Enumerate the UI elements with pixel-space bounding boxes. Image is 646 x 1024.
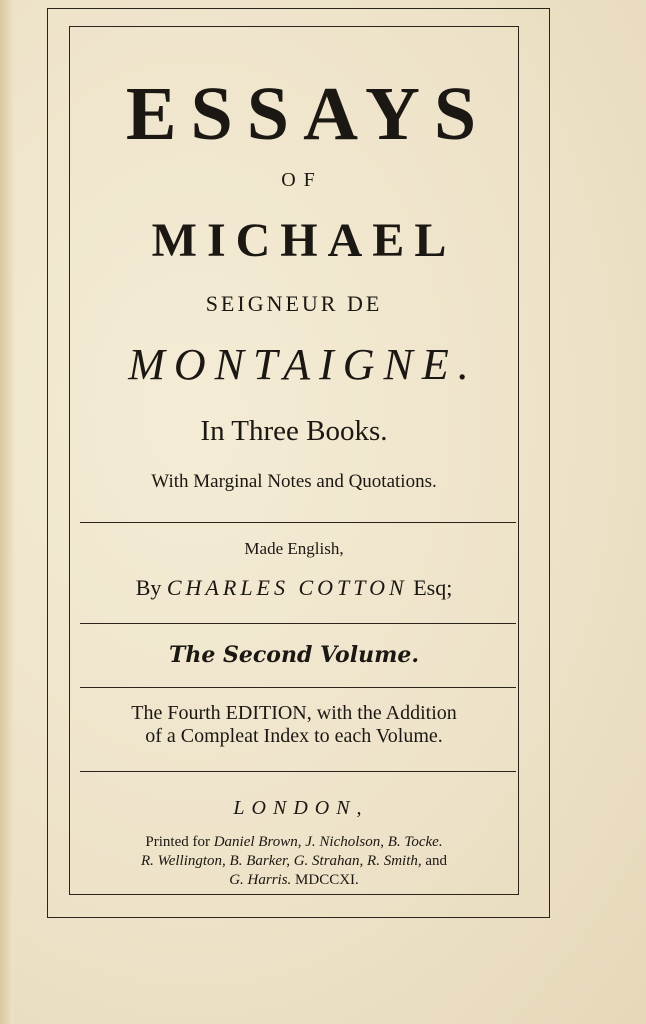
- title-page: [69, 26, 519, 895]
- imprint-date: MDCCXI.: [295, 872, 359, 888]
- volume-line: The Second Volume.: [168, 642, 420, 668]
- author-first-name: MICHAEL: [151, 214, 457, 267]
- imprint-line-2: [70, 852, 518, 871]
- imprint-line-1: [70, 833, 518, 852]
- page-edge: [0, 0, 14, 1024]
- notes-line: With Marginal Notes and Quotations.: [151, 471, 437, 492]
- place-of-publication: LONDON,: [233, 797, 369, 819]
- divider-rule: [80, 623, 516, 624]
- imprint-line-3: [70, 871, 518, 890]
- divider-rule: [80, 771, 516, 772]
- edition-line-2: of a Compleat Index to each Volume.: [145, 725, 443, 747]
- imprint-and: and: [425, 853, 448, 869]
- imprint: [70, 833, 518, 890]
- divider-rule: [80, 522, 516, 523]
- made-english-line: Made English,: [244, 539, 344, 558]
- imprint-names-1: Daniel Brown, J. Nicholson, B. Tocke.: [213, 834, 443, 850]
- translator-line: [70, 575, 518, 601]
- imprint-names-2: R. Wellington, B. Barker, G. Strahan, R. Smith,: [140, 853, 422, 869]
- divider-rule: [80, 687, 516, 688]
- books-line: In Three Books.: [200, 415, 388, 447]
- edition-line-1: The Fourth EDITION, with the Addition: [131, 702, 457, 724]
- author-rank: SEIGNEUR DE: [205, 291, 383, 316]
- translator-name: CHARLES COTTON: [166, 575, 408, 600]
- of-line: OF: [281, 169, 323, 191]
- translator-prefix: By: [135, 575, 162, 600]
- imprint-names-3: G. Harris.: [229, 872, 292, 888]
- author-surname: MONTAIGNE.: [128, 340, 478, 389]
- imprint-prefix: Printed for: [145, 834, 210, 850]
- edition-statement: [70, 702, 518, 748]
- book-title: ESSAYS: [125, 72, 491, 156]
- translator-suffix: Esq;: [413, 575, 453, 600]
